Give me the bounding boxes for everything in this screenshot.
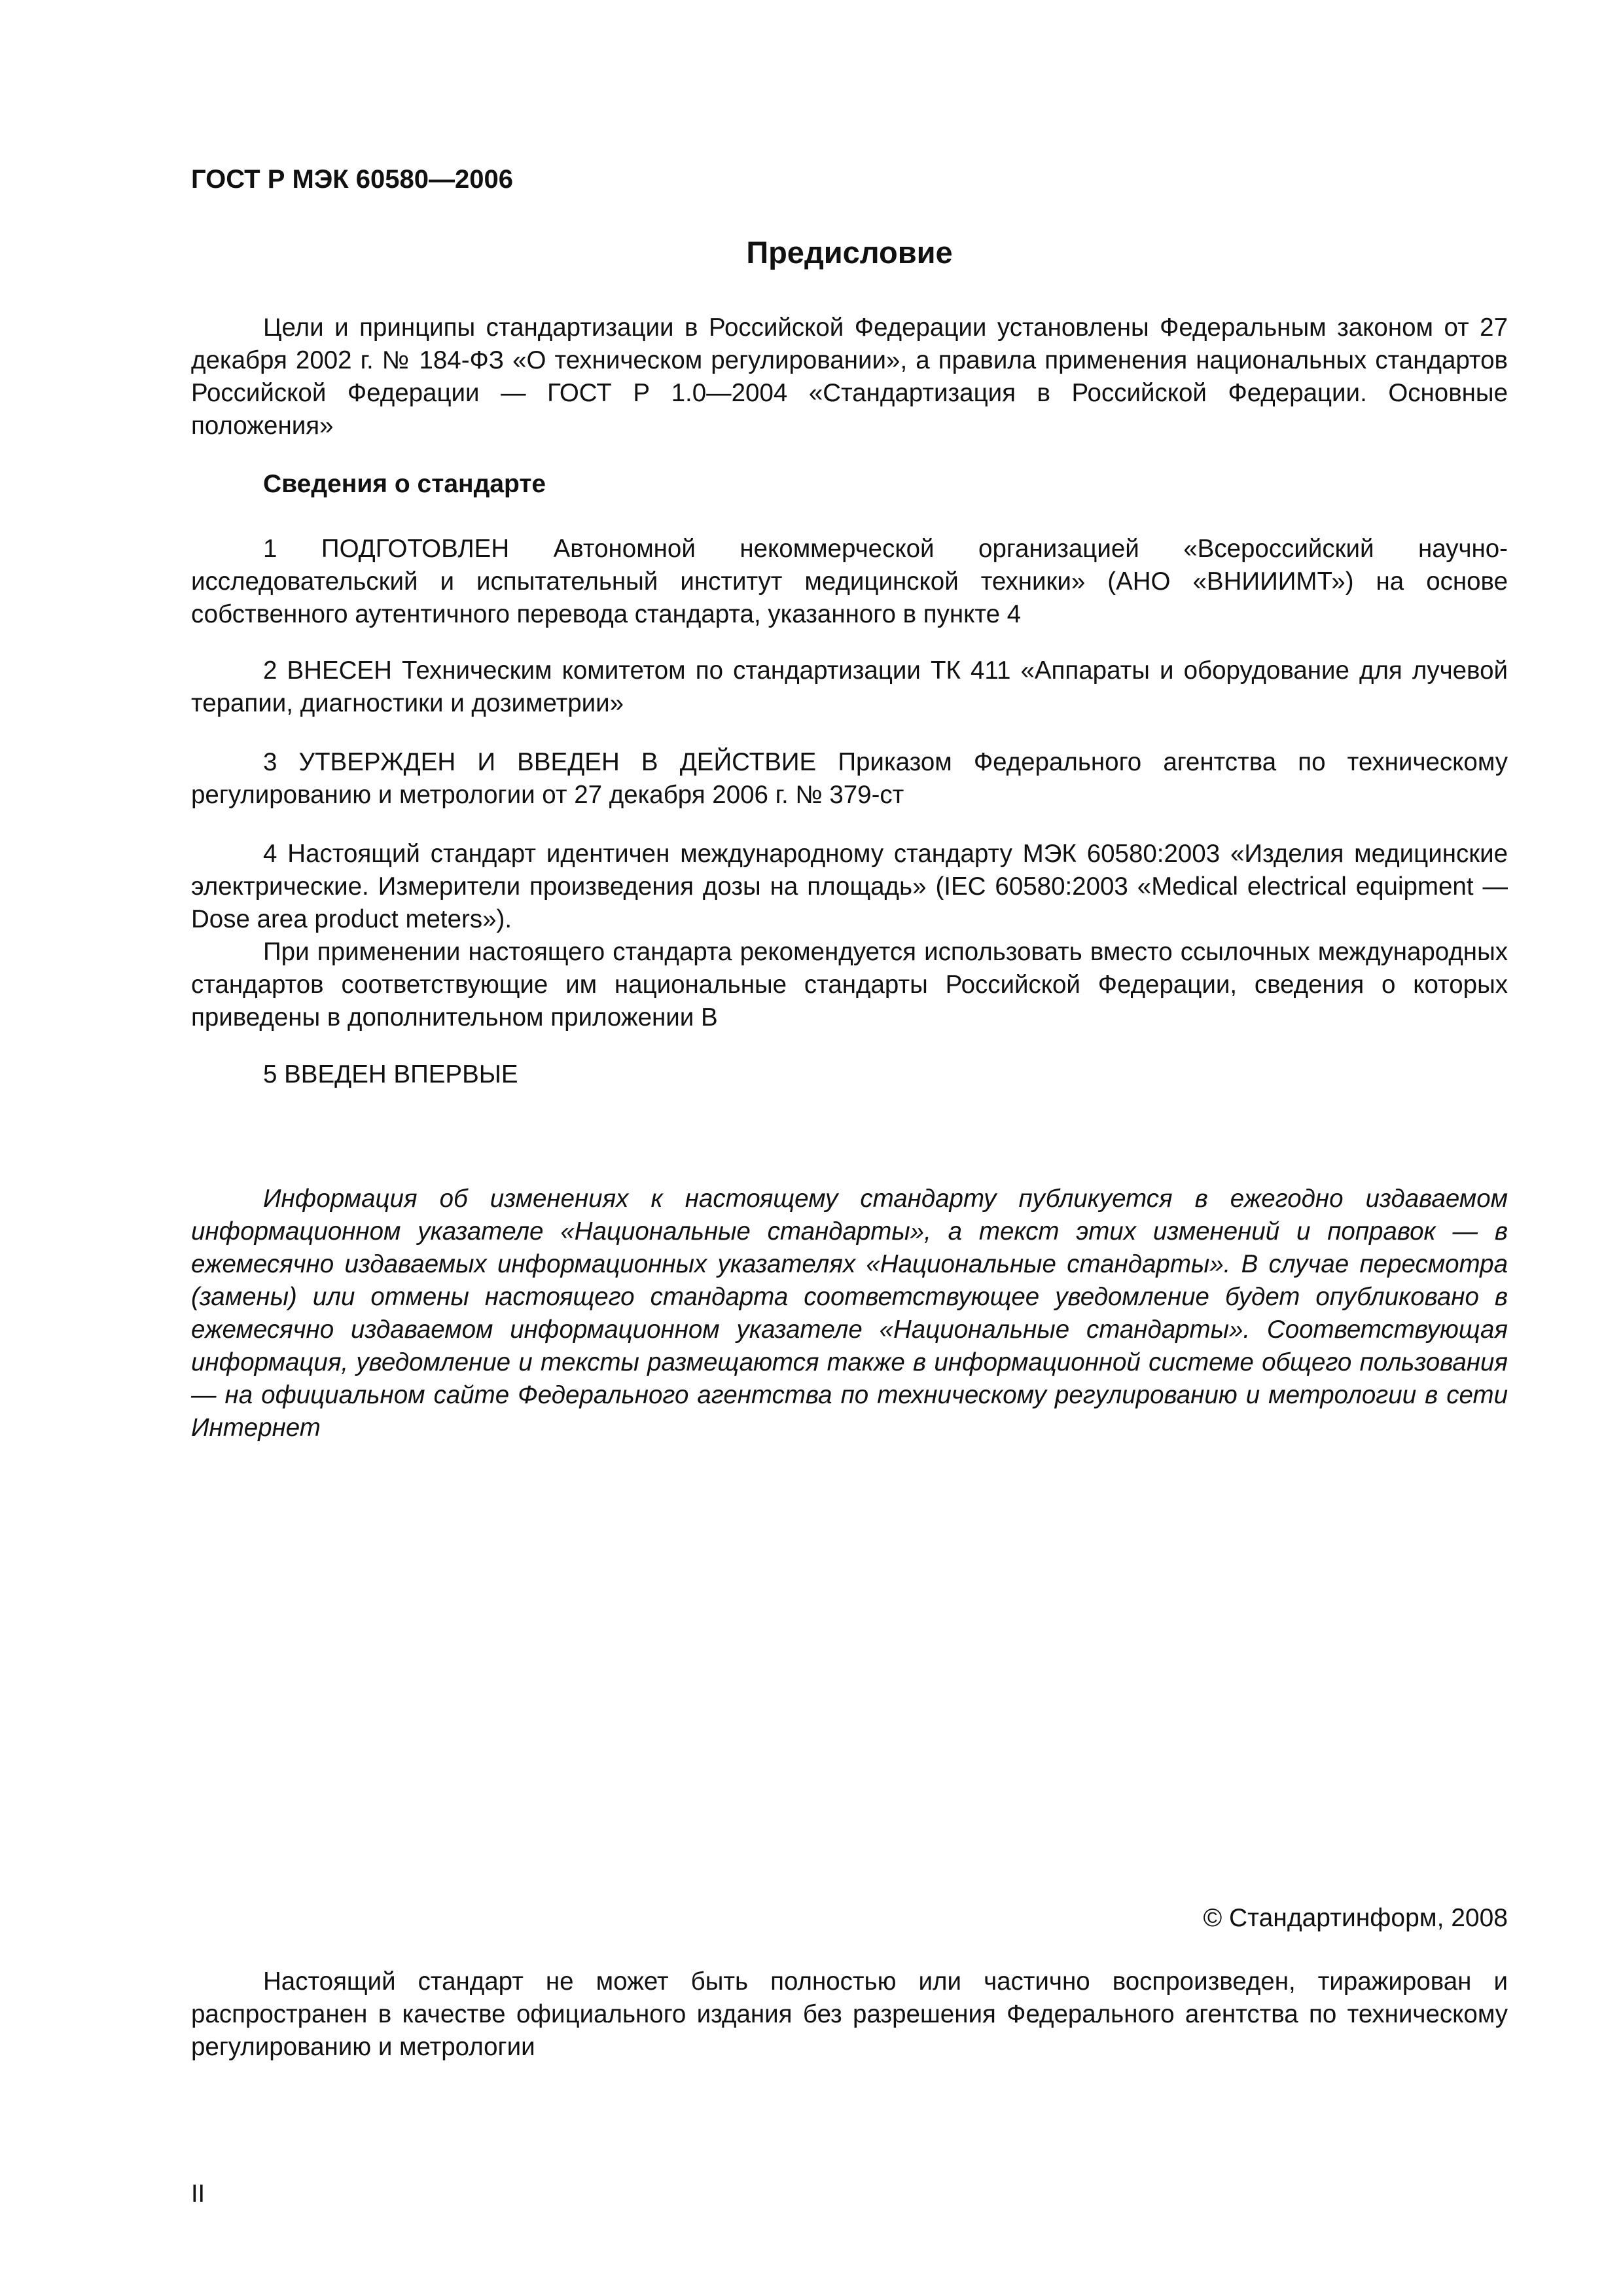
list-item-4-note: При применении настоящего стандарта рекомендуется использовать вместо ссылочных международных стандартов соответствующие им национальные стандарты Российской Федерации, сведения о которых приведены в дополнительном приложении В xyxy=(191,938,1508,1031)
intro-paragraph: Цели и принципы стандартизации в Российской Федерации установлены Федеральным законом от 27 декабря 2002 г. № 184-ФЗ «О техническом регулировании», а правила применения национальных стандартов Российской Федерации — ГОСТ Р 1.0—2004 «Стандартизация в Российской Федерации. Основные положения» xyxy=(191,314,1508,440)
list-item-3: 3 УТВЕРЖДЕН И ВВЕДЕН В ДЕЙСТВИЕ Приказом Федерального агентства по техническому регулированию и метрологии от 27 декабря 2006 г. № 379-ст xyxy=(191,748,1508,809)
list-item-4: 4 Настоящий стандарт идентичен международному стандарту МЭК 60580:2003 «Изделия медицинские электрические. Измерители произведения дозы на площадь» (IEC 60580:2003 «Medical electrical equipment — Dose area product meters»). xyxy=(191,840,1508,933)
reproduction-notice: Настоящий стандарт не может быть полностью или частично воспроизведен, тиражирован и распространен в качестве официального издания без разрешения Федерального агентства по техническому регулированию и метрологии xyxy=(191,1967,1508,2061)
page-title: Предисловие xyxy=(746,235,953,270)
list-item-5: 5 ВВЕДЕН ВПЕРВЫЕ xyxy=(263,1060,518,1088)
section-heading: Сведения о стандарте xyxy=(263,470,546,498)
list-item-2: 2 ВНЕСЕН Техническим комитетом по стандартизации ТК 411 «Аппараты и оборудование для лучевой терапии, диагностики и дозиметрии» xyxy=(191,656,1508,717)
copyright-notice: © Стандартинформ, 2008 xyxy=(1203,1904,1508,1932)
changes-info-paragraph: Информация об изменениях к настоящему стандарту публикуется в ежегодно издаваемом информационном указателе «Национальные стандарты», а текст этих изменений и поправок — в ежемесячно издаваемых информационных указателях «Национальные стандарты». В случае пересмотра (замены) или отмены настоящего стандарта соответствующее уведомление будет опубликовано в ежемесячно издаваемом информационном указателе «Национальные стандарты». Соответствующая информация, уведомление и тексты размещаются также в информационной системе общего пользования — на официальном сайте Федерального агентства по техническому регулированию и метрологии в сети Интернет xyxy=(191,1185,1508,1442)
list-item-1: 1 ПОДГОТОВЛЕН Автономной некоммерческой организацией «Всероссийский научно-исследовательский и испытательный институт медицинской техники» (АНО «ВНИИИМТ») на основе собственного аутентичного перевода стандарта, указанного в пункте 4 xyxy=(191,535,1508,628)
document-code: ГОСТ Р МЭК 60580—2006 xyxy=(191,165,514,194)
page-number: II xyxy=(191,2180,205,2208)
